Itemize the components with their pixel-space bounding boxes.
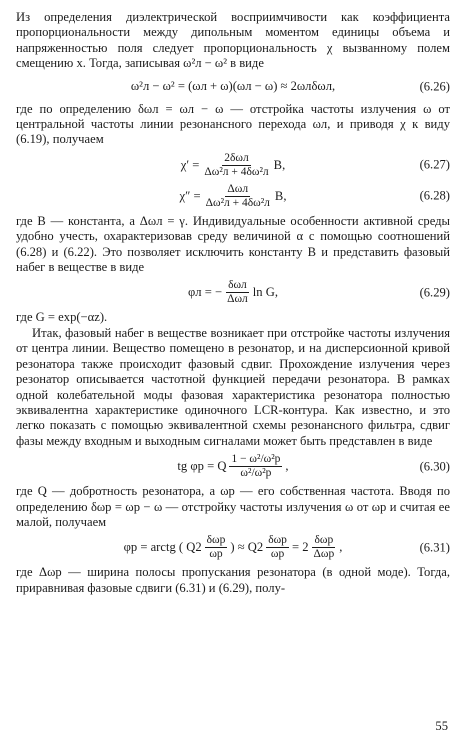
eq-6-31-lhs: φр = arctg ( Q2 (123, 540, 202, 555)
equation-6-30 (16, 453, 450, 480)
eq-6-30-numerator: 1 − ω²/ω²р (231, 453, 281, 466)
eq-6-29-lhs: φл = − (188, 285, 223, 300)
eq-6-29-rhs: ln G, (252, 285, 278, 300)
paragraph-7: где Δωр — ширина полосы пропускания резонатора (в одной моде). Тогда, приравнивая фазовые сдвиги (6.31) и (6.29), полу- (16, 565, 450, 595)
eq-6-31-middle-2: = 2 (291, 540, 309, 555)
eq-6-27-lhs: χ′ = (180, 157, 200, 172)
eq-6-27-fraction (202, 152, 270, 179)
eq-6-30-denominator: ω²/ω²р (240, 467, 272, 480)
eq-6-30-lhs: tg φр = Q (177, 458, 227, 473)
eq-6-27-denominator: Δω²л + 4δω²л (204, 165, 269, 178)
paragraph-4: где G = exp(−αz). (16, 310, 108, 325)
eq-6-31-fraction-1 (205, 534, 228, 561)
eq-6-31-fraction-2 (266, 534, 289, 561)
eq-6-28-numerator: Δωл (227, 182, 249, 195)
paragraph-1: Из определения диэлектрической восприимчивости как коэффициента пропорциональности между дипольным моментом единицы объема и напряженностью поля следует пропорциональность χ вызванному полем смещению x. Тогда, записывая ω²л − ω² в виде (16, 10, 450, 71)
eq-6-27-rhs: B, (273, 157, 286, 172)
equation-6-29 (16, 279, 450, 306)
eq-6-28-rhs: B, (274, 188, 287, 203)
eq-6-29-number: (6.29) (419, 285, 450, 300)
paragraph-3: где B — константа, а Δωл = γ. Индивидуальные особенности активной среды удобно учесть, охарактеризовав среду величиной α с помощью соотношений (6.28) и (6.22). Это позволяет исключить константу B и представить фазовый набег в веществе в виде (16, 213, 450, 275)
eq-6-29-fraction (225, 279, 250, 306)
eq-6-30-number: (6.30) (419, 458, 450, 473)
eq-6-31-denominator-3: Δωр (313, 548, 335, 561)
eq-6-31-denominator-1: ωр (209, 548, 223, 561)
eq-6-26-number: (6.26) (419, 78, 450, 93)
eq-6-30-fraction (229, 453, 282, 480)
equation-6-28 (16, 183, 450, 210)
eq-6-31-middle: ) ≈ Q2 (230, 540, 264, 555)
paragraph-6: где Q — добротность резонатора, а ωр — его собственная частота. Вводя по определению δωр = ωр − ω — отстройку частоты излучения ω от ωр и считая ее малой, получаем (16, 484, 450, 529)
equation-6-27 (16, 152, 450, 179)
eq-6-31-denominator-2: ωр (270, 548, 285, 561)
eq-6-31-fraction-3 (312, 534, 337, 561)
equation-6-26 (16, 76, 450, 98)
eq-6-28-lhs: χ″ = (179, 188, 201, 203)
eq-6-28-denominator: Δω²л + 4δω²л (205, 196, 270, 209)
eq-6-31-number: (6.31) (419, 540, 450, 555)
eq-6-31-numerator-2: δωр (268, 534, 287, 547)
eq-6-31-numerator-3: δωр (314, 534, 334, 547)
paragraph-2: где по определению δωл = ωл − ω — отстройка частоты излучения ω от центральной частоты линии резонансного перехода ωл, и приводя χ к виду (6.19), получаем (16, 101, 450, 147)
eq-6-30-rhs: , (285, 458, 289, 473)
eq-6-31-numerator-1: δωр (206, 534, 226, 547)
eq-6-31-rhs: , (339, 540, 343, 555)
page-number: 55 (435, 718, 448, 733)
eq-6-28-number: (6.28) (419, 188, 450, 203)
eq-6-27-numerator: 2δωл (224, 151, 249, 164)
eq-6-29-numerator: δωл (228, 279, 247, 292)
eq-6-26-body: ω²л − ω² = (ωл + ω)(ωл − ω) ≈ 2ωлδωл, (130, 78, 336, 93)
paragraph-5: Итак, фазовый набег в веществе возникает при отстройке частоты излучения от центра линии. Вещество помещено в резонатор, и на дисперсионной кривой резонатора также происходит фазовый сдвиг. Прохождение излучения через резонатор описывается частотной функцией передачи резонатора. В рамках одной колебательной моды фазовая характеристика резонатора полностью эквивалентна характеристике одиночного LCR-контура. Как известно, и это легко показать с помощью эквивалентной схемы резонансного фильтра, сдвиг фазы между входным и выходным сигналами может быть представлен в виде (16, 325, 450, 448)
eq-6-28-fraction (204, 183, 272, 210)
equation-6-31 (16, 534, 450, 561)
eq-6-29-denominator: Δωл (227, 293, 248, 306)
eq-6-27-number: (6.27) (419, 157, 450, 172)
